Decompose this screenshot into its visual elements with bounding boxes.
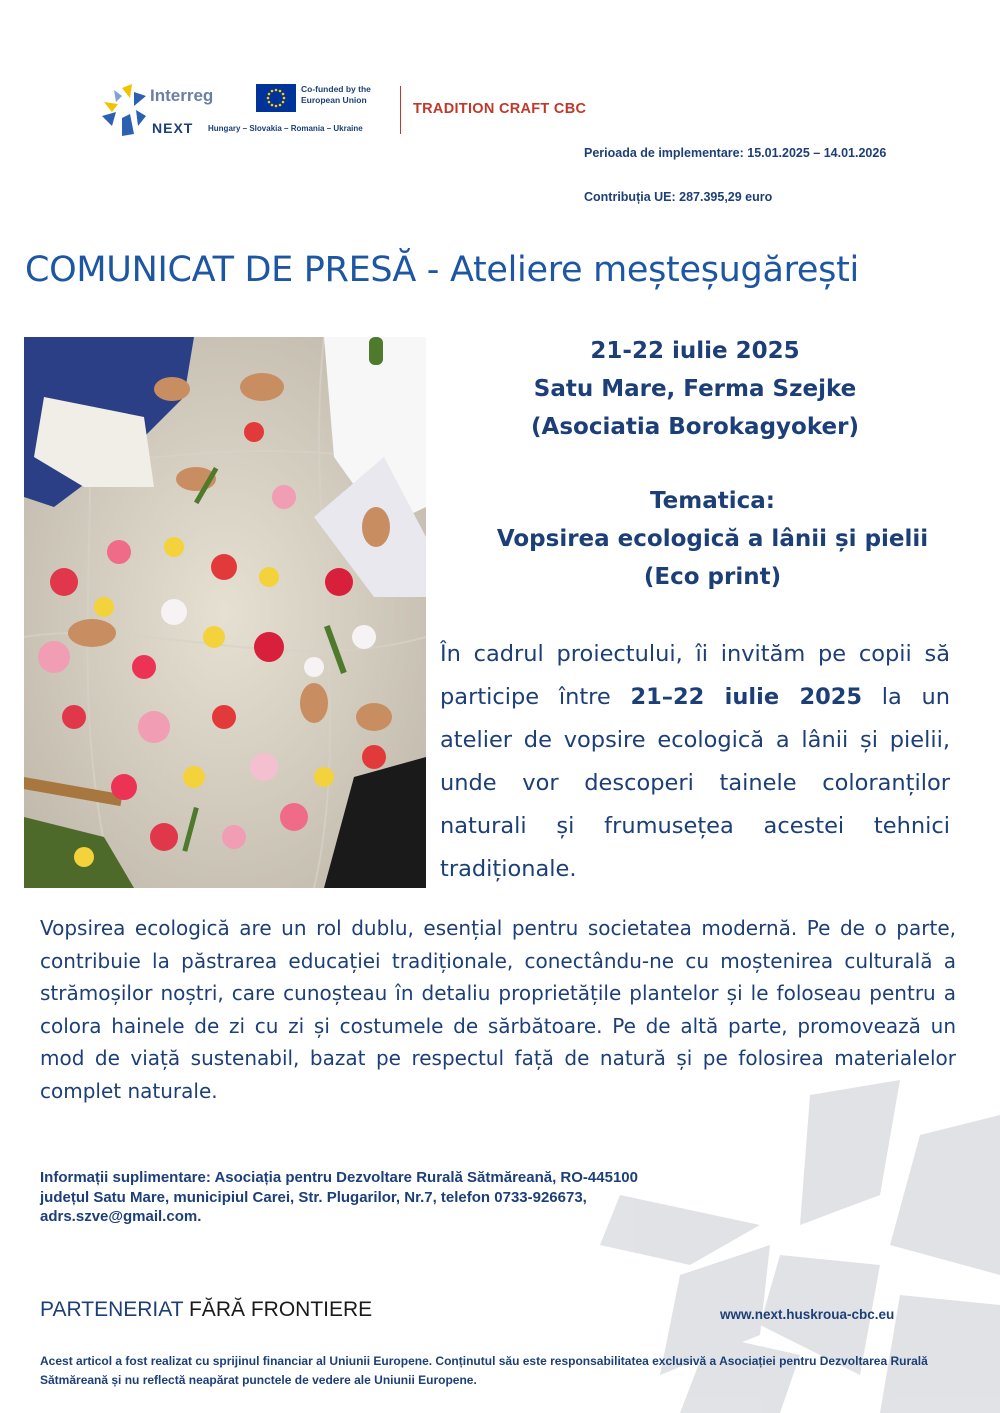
intro-date-bold: 21–22 iulie 2025 [630, 684, 863, 710]
project-title: TRADITION CRAFT CBC [413, 101, 587, 117]
eu-flag-icon [256, 84, 296, 112]
interreg-wordmark: Interreg [150, 86, 214, 105]
interreg-logo-icon [100, 82, 148, 140]
theme-heading: Tematica: [650, 488, 775, 514]
event-organizer: (Asociatia Borokagyoker) [531, 414, 859, 440]
event-date: 21-22 iulie 2025 [590, 338, 800, 364]
eu-disclaimer: Acest articol a fost realizat cu sprijinul financiar al Uniunii Europene. Conținutul său este responsabilitatea exclusivă a Asociației pentru Dezvoltarea Rurală Sătmăreană și nu reflectă neapărat punctele de vedere ale Uniunii Europene. [40, 1354, 928, 1387]
theme-line-2: (Eco print) [643, 564, 782, 590]
next-wordmark: NEXT [152, 120, 194, 136]
event-location: Satu Mare, Ferma Szejke [533, 376, 857, 402]
event-info [440, 332, 950, 446]
program-countries: Hungary – Slovakia – Romania – Ukraine [208, 124, 363, 133]
body-paragraph: Vopsirea ecologică are un rol dublu, esențial pentru societatea modernă. Pe de o parte, contribuie la păstrarea educației tradiționale, conectându-ne cu moștenirea culturală a strămoșilor noștri, care cunoșteau în detaliu proprietățile plantelor și le foloseau pentru a colora hainele de zi cu zi și costumele de sărbătoare. Pe de altă parte, promovează un mod de viață sustenabil, bazat pe respectul față de natură și pe folosirea materialelor complet naturale. [40, 916, 956, 1103]
partnership-part-2: FĂRĂ FRONTIERE [188, 1298, 373, 1321]
eu-cofunded-label: Co-funded by the European Union [301, 84, 371, 105]
contact-info: Informații suplimentare: Asociația pentru Dezvoltare Rurală Sătmăreană, RO-445100 județul Satu Mare, municipiul Carei, Str. Plugarilor, Nr.7, telefon 0733-926673, adrs.szve@gmail.com. [40, 1169, 638, 1225]
partnership-slogan [40, 1298, 372, 1322]
partnership-part-1: PARTENERIAT [40, 1298, 189, 1321]
eu-contribution: Contribuția UE: 287.395,29 euro [584, 190, 773, 204]
intro-text-2: la un atelier de vopsire ecologică a lânii și pielii, unde vor descoperi tainele coloranților naturali și frumusețea acestei tehnici tradiționale. [440, 684, 950, 882]
workshop-photo [24, 337, 426, 888]
implementation-period: Perioada de implementare: 15.01.2025 – 14.01.2026 [584, 146, 887, 160]
theme-line-1: Vopsirea ecologică a lânii și pielii [496, 526, 929, 552]
website-link[interactable]: www.next.huskroua-cbc.eu [720, 1307, 895, 1322]
logo-block [100, 78, 400, 140]
page-title: COMUNICAT DE PRESĂ - Ateliere meșteșugărești [25, 250, 859, 290]
header-divider [400, 86, 401, 134]
theme-block [440, 482, 985, 596]
intro-text-1: În cadrul proiectului, îi invităm pe copii să participe între [440, 641, 950, 710]
intro-paragraph [440, 633, 950, 891]
